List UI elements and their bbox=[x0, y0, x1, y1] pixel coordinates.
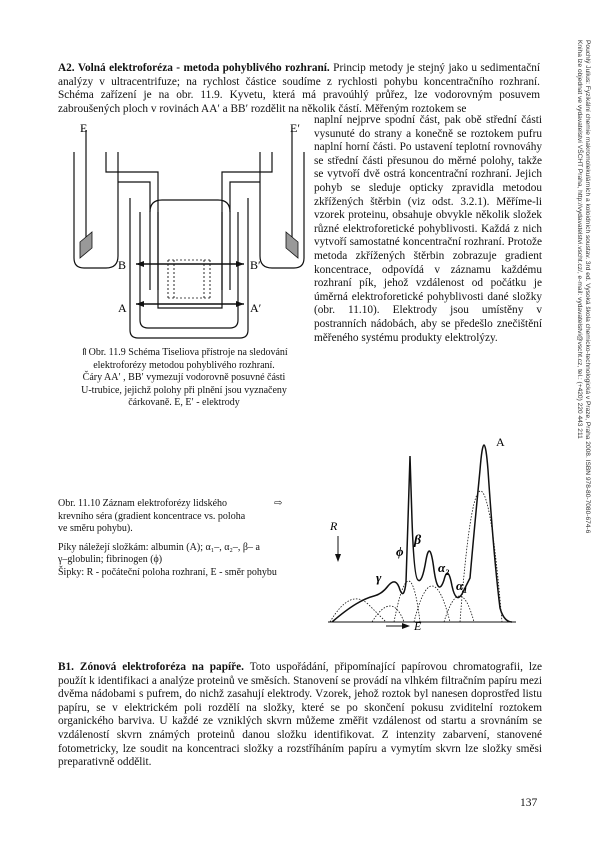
label-alpha1: $\alpha_1$ bbox=[456, 578, 468, 595]
total-trace-curve bbox=[332, 445, 512, 622]
label-A: A bbox=[118, 301, 127, 315]
caption-peaks-line: γ–globulin; fibrinogen (ϕ) bbox=[58, 554, 163, 565]
figure-11-9-diagram bbox=[60, 112, 312, 342]
arrow-down-icon bbox=[335, 554, 341, 562]
label-A-prime: A′ bbox=[250, 301, 262, 315]
figure-11-9-caption bbox=[60, 347, 308, 410]
section-a2-heading: A2. Volná elektroforéza - metoda pohyblivého rozhraní. bbox=[58, 62, 330, 74]
right-arrow-icon: ⇨ bbox=[274, 498, 283, 509]
caption-line: krevního séra (gradient koncentrace vs. poloha bbox=[58, 510, 246, 522]
caption-line: ⇑Obr. 11.9 Schéma Tiseliova přístroje na sledování bbox=[80, 347, 288, 358]
caption-line: čárkovaně. E, E′ - elektrody bbox=[128, 397, 240, 408]
caption-line: U-trubice, jejichž polohy při plnění jsou vyznačeny bbox=[81, 384, 287, 396]
label-albumin-A: A bbox=[496, 435, 505, 449]
section-a2-paragraph-side: naplní nejprve spodní část, pak obě střední části vysunuté do strany a konečně se roztokem pufru naplní horní části. Po ustavení teplotní rovnováhy se střední části přesunou do měrné polohy, takže se vytvoří dvě ostrá koncentrační rozhraní. Jejich pohyb se sleduje opticky zpravidla metodou zkřížených štěrbin (viz odst. 3.2.1). Měříme-li vzorek proteinu, obsahuje obvykle několik složek různé elektroforetické pohyblivosti. Každá z nich vytvoří samostatné koncentrační rozhraní. Protože metoda zkřížených štěrbin zobrazuje gradient koncentrace, odpovídá v záznamu každému rozhraní pík, jehož vzdálenost od počátku je úměrná elektroforetické pohyblivosti dané složky (obr. 11.10). Elektrody jsou umístěny v postranních nádobách, aby se předešlo znečištění měřeného systému produkty elektrolýzy. bbox=[314, 114, 542, 344]
figure-11-10-caption bbox=[58, 498, 303, 579]
beta-component-curve bbox=[394, 581, 420, 622]
section-b1-paragraph bbox=[58, 661, 542, 770]
label-E-prime: E′ bbox=[290, 121, 300, 135]
label-E: E bbox=[414, 619, 422, 630]
figure-11-10-electropherogram bbox=[310, 400, 550, 630]
alpha2-component-curve bbox=[414, 586, 450, 622]
label-B: B bbox=[118, 258, 127, 272]
label-alpha2: $\alpha_2$ bbox=[438, 560, 450, 577]
caption-arrows-line: Šipky: R - počáteční poloha rozhraní, E - směr pohybu bbox=[58, 566, 277, 578]
caption-peaks-line: Píky náležejí složkám: albumin (A); α₁–, α₂–, β– a bbox=[58, 541, 260, 553]
label-gamma: γ bbox=[376, 570, 382, 585]
caption-line: Čáry AA′ , BB′ vymezují vodorovně posuvné části bbox=[82, 372, 286, 383]
label-beta: β bbox=[414, 533, 422, 548]
u-tube-inner bbox=[140, 212, 238, 328]
sidebar-citation-text: Pouchlý Julius: Fyzikální chemie makromolekulárních a koloidních soustav. 3rd ed. Vysoká škola chemicko-technologická v Praze, Praha 2008. ISBN 978-80-7080-674-6 Kniha lze objednat ve vydavatelství VŠCHT Praha, http://vydavatelstvi.vscht.cz/, e-mail: vydavatelstvi@vscht.cz, tel.: (+420) 220 443 211 bbox=[576, 40, 591, 534]
left-connector bbox=[118, 182, 150, 290]
right-connector bbox=[230, 182, 260, 290]
page-number: 137 bbox=[520, 797, 538, 809]
caption-line: elektroforézy metodou pohyblivého rozhraní. bbox=[93, 359, 275, 371]
sidebar-citation bbox=[573, 40, 591, 670]
label-E: E bbox=[80, 121, 88, 135]
albumin-component-curve bbox=[460, 491, 502, 622]
label-R: R bbox=[330, 519, 338, 533]
section-a2-text-top: Princip metody je stejný jako u sedimentační analýzy v ultracentrifuze; na rychlost částice soudíme z rychlosti pohybu koncentračního rozhraní. Schéma zařízení je na obr. 11.9. Kyvetu, která má pravoúhlý průřez, lze vodorovným posuvem zabroušených ploch v rovinách AA′ a BB′ rozdělit na několik částí. Měřeným roztokem se bbox=[58, 62, 540, 115]
caption-line: Obr. 11.10 Záznam elektroforézy lidského ⇨ bbox=[58, 498, 283, 509]
section-b1-heading: B1. Zónová elektroforéza na papíře. bbox=[58, 661, 244, 673]
caption-line: ve směru pohybu). bbox=[58, 523, 133, 534]
section-b1-text: Toto uspořádání, připomínající papírovou chromatografii, lze použít k identifikaci a analýze proteinů ve směsích. Stanovení se provádí na vlhkém filtračním papíru mezi dvěma nádobami s pufrem, do nichž zasahují elektrody. Vzorek, jehož roztok byl nanesen doprostřed listu papíru, se v elektrickém poli rozdělí na složky, které se po skončení pokusu zviditelní roztokem organického barviva. U každé ze vzniklých skvrn můžeme změřit vzdálenost od startu a srovnáním se vzdáleností skvrn známých proteinů danou složku identifikovat. Z intenzity zabarvení, stanovené fotometricky, lze soudit na koncentraci složky a rozstříháním papíru a vymytím skvrn lze složky směsi preparativně oddělit. bbox=[58, 661, 542, 769]
label-phi: ϕ bbox=[396, 544, 404, 559]
arrow-right-icon bbox=[402, 623, 410, 629]
phi-component-curve bbox=[372, 606, 404, 622]
alpha1-component-curve bbox=[444, 596, 474, 622]
label-B-prime: B′ bbox=[250, 258, 261, 272]
section-a2-paragraph-top bbox=[58, 62, 540, 116]
